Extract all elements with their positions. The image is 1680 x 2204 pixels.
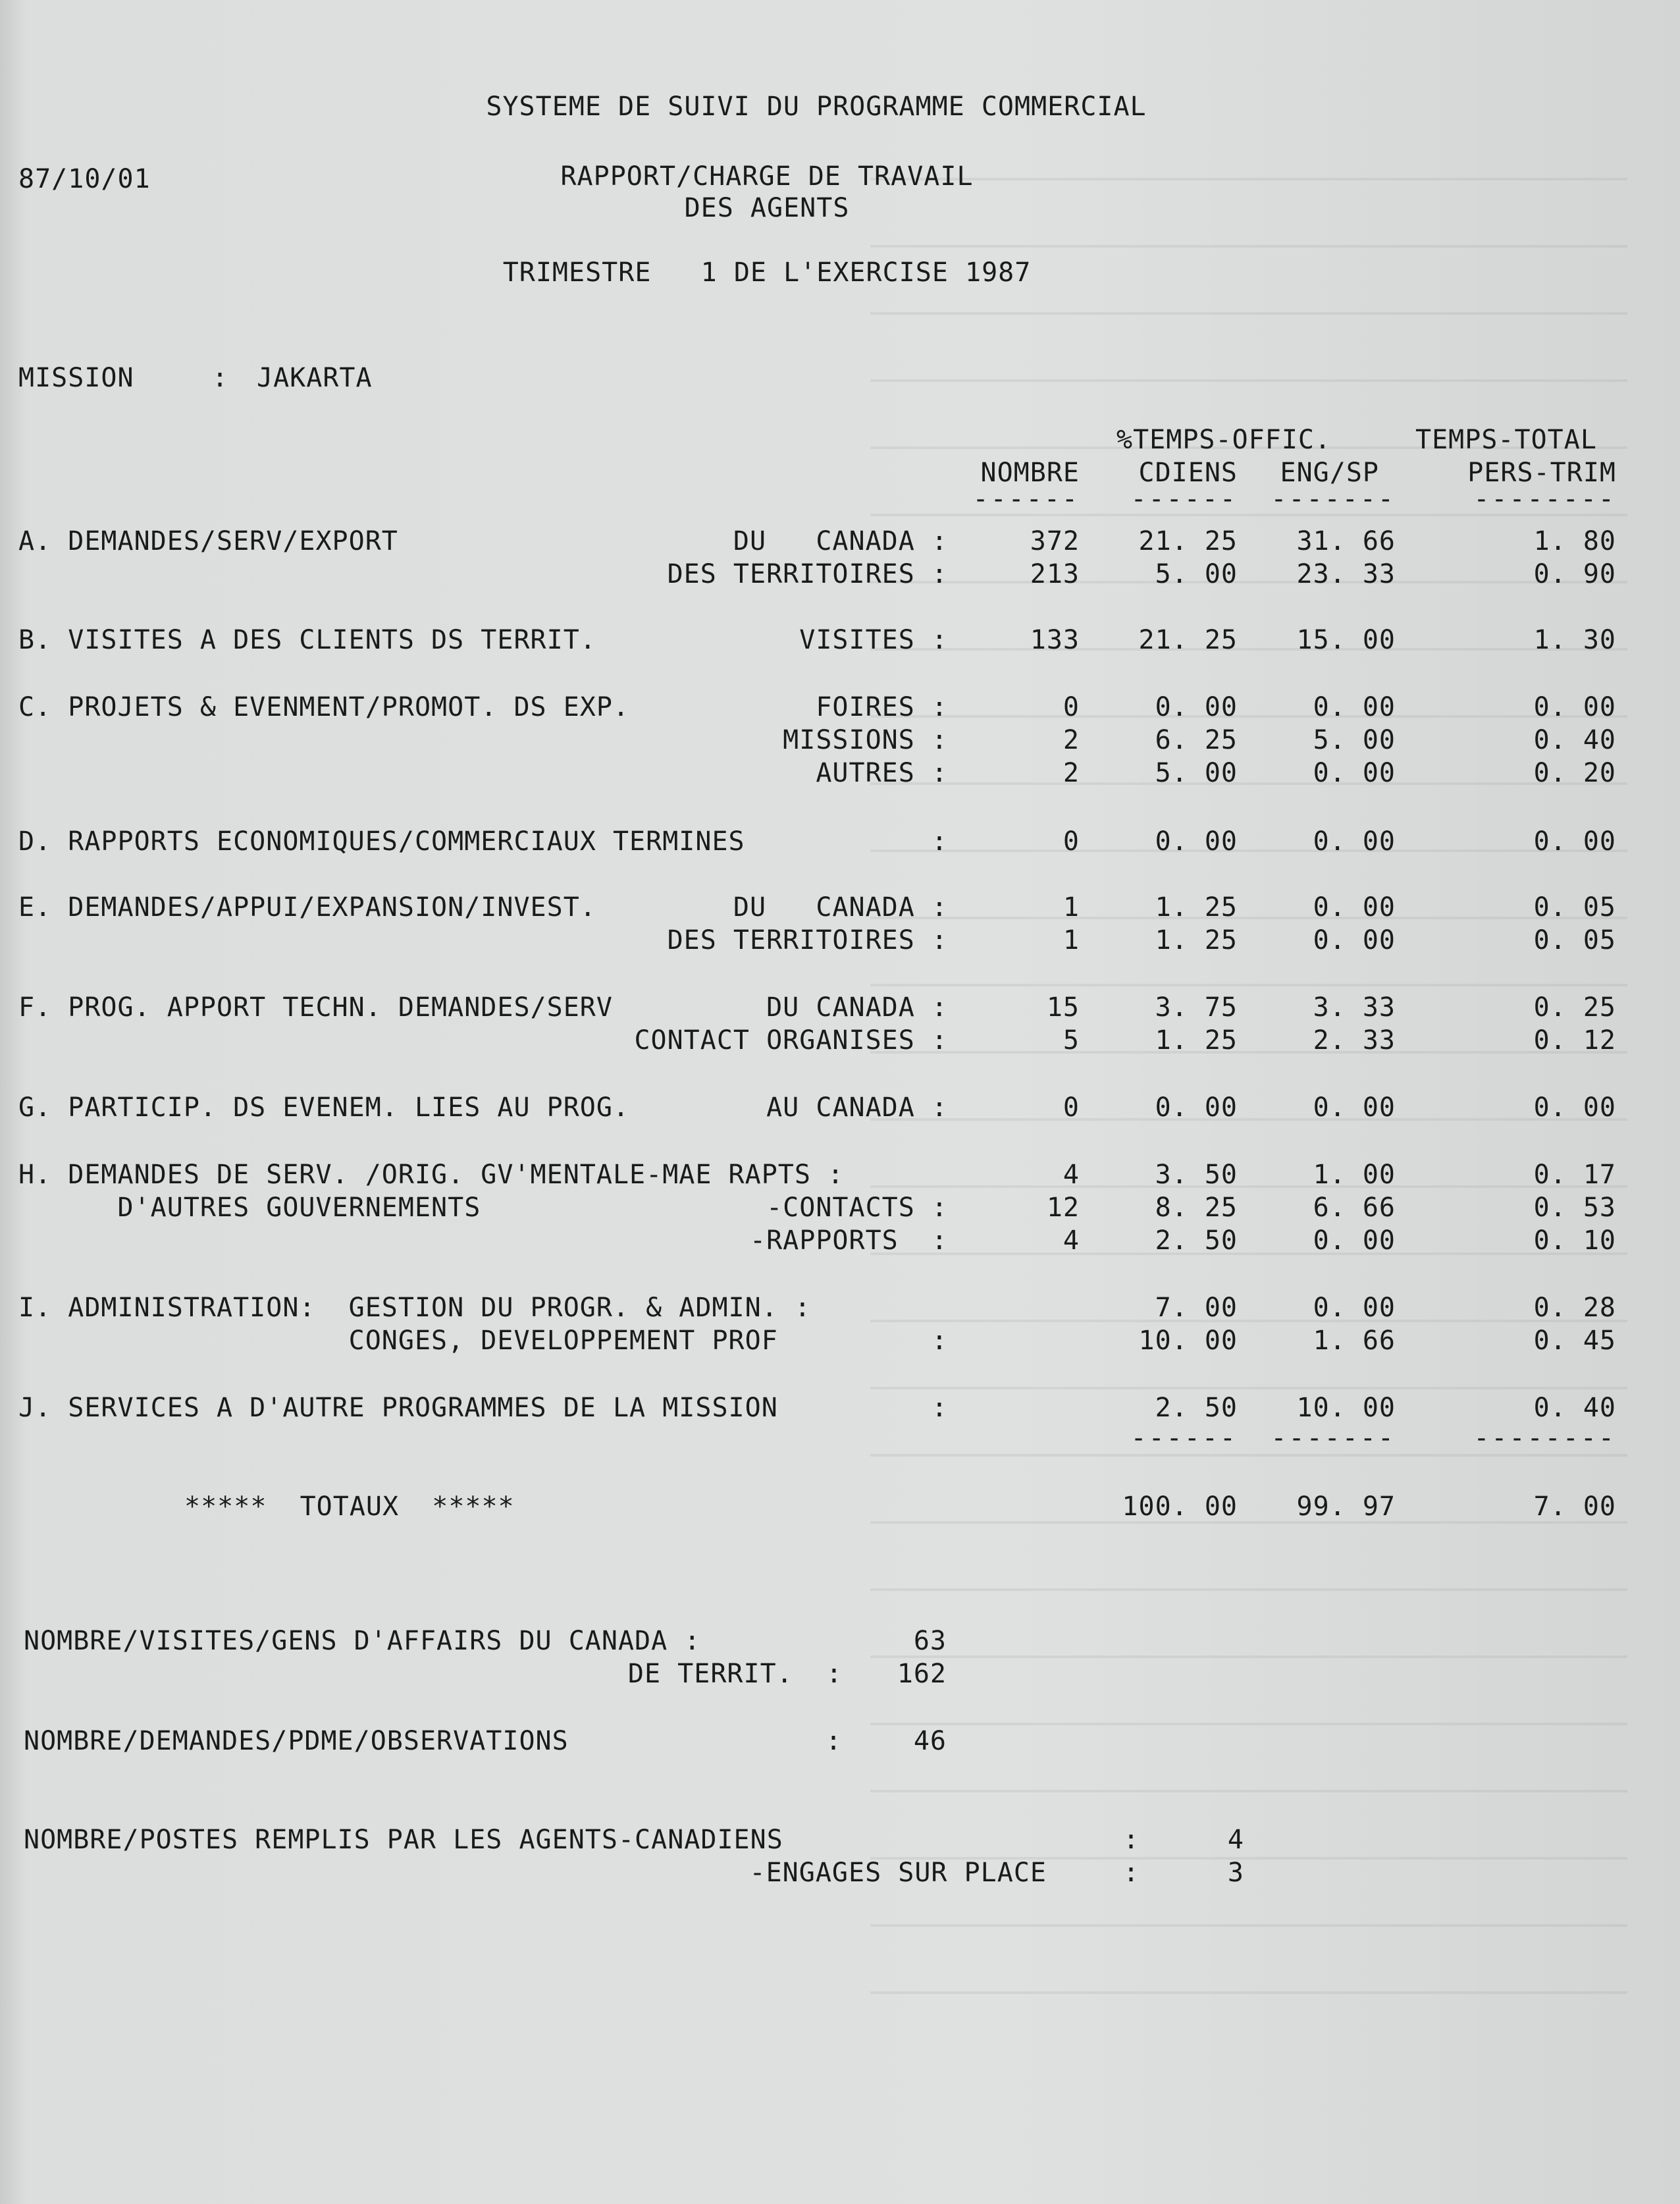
summary-demandes-label: NOMBRE/DEMANDES/PDME/OBSERVATIONS [24, 1726, 569, 1756]
cell-engsp: 1. 66 [1313, 1326, 1396, 1356]
col-nombre: NOMBRE [980, 458, 1080, 488]
totals-underline-perstrim: -------- [1473, 1423, 1616, 1453]
summary-postes-canadiens-separator: : [1123, 1825, 1140, 1855]
summary-demandes-separator: : [826, 1726, 843, 1756]
cell-cdiens: 0. 00 [1155, 826, 1238, 857]
summary-postes-place-separator: : [1123, 1858, 1140, 1888]
cell-cdiens: 21. 25 [1138, 625, 1238, 655]
row-sub-label: VISITES : [799, 625, 948, 655]
row-main-label: E. DEMANDES/APPUI/EXPANSION/INVEST. [18, 892, 596, 923]
col-cdiens: CDIENS [1138, 458, 1238, 488]
cell-perstrim: 0. 45 [1533, 1326, 1616, 1356]
row-main-label: D'AUTRES GOUVERNEMENTS [18, 1193, 481, 1223]
summary-postes-place-label: -ENGAGES SUR PLACE [749, 1858, 1047, 1888]
row-main-label: G. PARTICIP. DS EVENEM. LIES AU PROG. [18, 1092, 630, 1123]
row-main-label: C. PROJETS & EVENMENT/PROMOT. DS EXP. [18, 692, 630, 722]
cell-perstrim: 0. 10 [1533, 1225, 1616, 1256]
summary-visites-territ-value: 162 [897, 1659, 947, 1689]
cell-engsp: 2. 33 [1313, 1025, 1396, 1056]
row-main-label: A. DEMANDES/SERV/EXPORT [18, 526, 398, 556]
row-sub-label: : [931, 826, 948, 857]
cell-nombre: 372 [1030, 526, 1080, 556]
row-main-label: B. VISITES A DES CLIENTS DS TERRIT. [18, 625, 596, 655]
cell-engsp: 5. 00 [1313, 725, 1396, 755]
cell-perstrim: 0. 12 [1533, 1025, 1616, 1056]
cell-engsp: 0. 00 [1313, 1225, 1396, 1256]
row-sub-label: : [931, 1326, 948, 1356]
cell-cdiens: 21. 25 [1138, 526, 1238, 556]
col-group-total: TEMPS-TOTAL [1415, 425, 1597, 455]
cell-nombre: 12 [1046, 1193, 1080, 1223]
cell-cdiens: 2. 50 [1155, 1393, 1238, 1423]
summary-visites-canada-value: 63 [913, 1626, 947, 1656]
cell-engsp: 0. 00 [1313, 892, 1396, 923]
cell-perstrim: 0. 28 [1533, 1293, 1616, 1323]
row-main-label: D. RAPPORTS ECONOMIQUES/COMMERCIAUX TERMINES [18, 826, 745, 857]
totals-underline-cdiens: ------ [1130, 1423, 1238, 1453]
row-sub-label: DU CANADA : [733, 892, 948, 923]
cell-cdiens: 1. 25 [1155, 925, 1238, 955]
row-main-label: I. ADMINISTRATION: GESTION DU PROGR. & ADMIN. : [18, 1293, 811, 1323]
cell-cdiens: 5. 00 [1155, 559, 1238, 589]
totals-underline-engsp: ------- [1271, 1423, 1396, 1453]
row-sub-label: -CONTACTS : [766, 1193, 948, 1223]
row-sub-label: DES TERRITOIRES : [667, 925, 948, 955]
cell-engsp: 0. 00 [1313, 925, 1396, 955]
summary-demandes-value: 46 [913, 1726, 947, 1756]
cell-nombre: 213 [1030, 559, 1080, 589]
cell-engsp: 1. 00 [1313, 1160, 1396, 1190]
cell-perstrim: 0. 05 [1533, 925, 1616, 955]
row-sub-label: DU CANADA : [766, 992, 948, 1023]
cell-perstrim: 0. 40 [1533, 1393, 1616, 1423]
cell-cdiens: 0. 00 [1155, 692, 1238, 722]
cell-cdiens: 2. 50 [1155, 1225, 1238, 1256]
summary-visites-territ-label: DE TERRIT. : [627, 1659, 843, 1689]
cell-nombre: 5 [1063, 1025, 1080, 1056]
summary-postes-canadiens-value: 4 [1227, 1825, 1244, 1855]
cell-engsp: 31. 66 [1296, 526, 1396, 556]
report-title-line1: RAPPORT/CHARGE DE TRAVAIL [560, 161, 974, 192]
cell-engsp: 0. 00 [1313, 692, 1396, 722]
row-sub-label: AU CANADA : [766, 1092, 948, 1123]
cell-perstrim: 0. 20 [1533, 758, 1616, 788]
cell-engsp: 0. 00 [1313, 826, 1396, 857]
summary-visites-canada-label: NOMBRE/VISITES/GENS D'AFFAIRS DU CANADA : [24, 1626, 701, 1656]
cell-nombre: 133 [1030, 625, 1080, 655]
underline-nombre: ------ [972, 484, 1080, 514]
cell-cdiens: 6. 25 [1155, 725, 1238, 755]
cell-cdiens: 3. 75 [1155, 992, 1238, 1023]
cell-cdiens: 0. 00 [1155, 1092, 1238, 1123]
total-cdiens: 100. 00 [1122, 1492, 1238, 1522]
total-engsp: 99. 97 [1296, 1492, 1396, 1522]
cell-cdiens: 1. 25 [1155, 1025, 1238, 1056]
row-sub-label: CONTACT ORGANISES : [634, 1025, 948, 1056]
cell-perstrim: 0. 17 [1533, 1160, 1616, 1190]
cell-engsp: 0. 00 [1313, 1293, 1396, 1323]
col-group-pct: %TEMPS-OFFIC. [1116, 425, 1332, 455]
cell-perstrim: 0. 53 [1533, 1193, 1616, 1223]
cell-nombre: 0 [1063, 1092, 1080, 1123]
row-main-label: J. SERVICES A D'AUTRE PROGRAMMES DE LA MISSION [18, 1393, 778, 1423]
row-main-label: F. PROG. APPORT TECHN. DEMANDES/SERV [18, 992, 613, 1023]
cell-engsp: 3. 33 [1313, 992, 1396, 1023]
report-date: 87/10/01 [18, 164, 151, 194]
cell-engsp: 0. 00 [1313, 1092, 1396, 1123]
row-sub-label: MISSIONS : [783, 725, 948, 755]
row-sub-label: DES TERRITOIRES : [667, 559, 948, 589]
underline-cdiens: ------ [1130, 484, 1238, 514]
cell-engsp: 15. 00 [1296, 625, 1396, 655]
cell-nombre: 1 [1063, 892, 1080, 923]
system-title: SYSTEME DE SUIVI DU PROGRAMME COMMERCIAL [486, 92, 1147, 122]
cell-nombre: 15 [1046, 992, 1080, 1023]
cell-cdiens: 10. 00 [1138, 1326, 1238, 1356]
cell-engsp: 23. 33 [1296, 559, 1396, 589]
row-sub-label: AUTRES : [816, 758, 948, 788]
cell-perstrim: 0. 90 [1533, 559, 1616, 589]
col-engsp: ENG/SP [1280, 458, 1379, 488]
cell-perstrim: 0. 00 [1533, 692, 1616, 722]
cell-cdiens: 5. 00 [1155, 758, 1238, 788]
cell-nombre: 0 [1063, 826, 1080, 857]
cell-nombre: 2 [1063, 725, 1080, 755]
cell-perstrim: 0. 00 [1533, 1092, 1616, 1123]
cell-nombre: 1 [1063, 925, 1080, 955]
mission-separator: : [212, 363, 229, 393]
row-sub-label: : [931, 1393, 948, 1423]
summary-postes-place-value: 3 [1227, 1858, 1244, 1888]
report-title-line2: DES AGENTS [684, 193, 850, 223]
cell-nombre: 4 [1063, 1225, 1080, 1256]
cell-nombre: 4 [1063, 1160, 1080, 1190]
cell-nombre: 2 [1063, 758, 1080, 788]
underline-engsp: ------- [1271, 484, 1396, 514]
cell-perstrim: 0. 00 [1533, 826, 1616, 857]
cell-cdiens: 3. 50 [1155, 1160, 1238, 1190]
cell-perstrim: 0. 25 [1533, 992, 1616, 1023]
row-sub-label: -RAPPORTS : [750, 1225, 948, 1256]
cell-cdiens: 7. 00 [1155, 1293, 1238, 1323]
row-sub-label: DU CANADA : [733, 526, 948, 556]
row-main-label: H. DEMANDES DE SERV. /ORIG. GV'MENTALE-MAE RAPTS : [18, 1160, 845, 1190]
cell-perstrim: 1. 80 [1533, 526, 1616, 556]
row-sub-label: FOIRES : [816, 692, 948, 722]
cell-nombre: 0 [1063, 692, 1080, 722]
totals-label: ***** TOTAUX ***** [184, 1492, 515, 1522]
cell-engsp: 6. 66 [1313, 1193, 1396, 1223]
report-period: TRIMESTRE 1 DE L'EXERCISE 1987 [502, 257, 1032, 288]
total-perstrim: 7. 00 [1533, 1492, 1616, 1522]
cell-perstrim: 0. 05 [1533, 892, 1616, 923]
mission-value: JAKARTA [257, 363, 373, 393]
row-main-label: CONGES, DEVELOPPEMENT PROF [18, 1326, 778, 1356]
underline-perstrim: -------- [1473, 484, 1616, 514]
cell-cdiens: 1. 25 [1155, 892, 1238, 923]
cell-perstrim: 1. 30 [1533, 625, 1616, 655]
summary-postes-canadiens-label: NOMBRE/POSTES REMPLIS PAR LES AGENTS-CANADIENS [24, 1825, 783, 1855]
cell-cdiens: 8. 25 [1155, 1193, 1238, 1223]
cell-engsp: 0. 00 [1313, 758, 1396, 788]
cell-perstrim: 0. 40 [1533, 725, 1616, 755]
col-perstrim: PERS-TRIM [1467, 458, 1616, 488]
mission-label: MISSION [18, 363, 134, 393]
cell-engsp: 10. 00 [1296, 1393, 1396, 1423]
